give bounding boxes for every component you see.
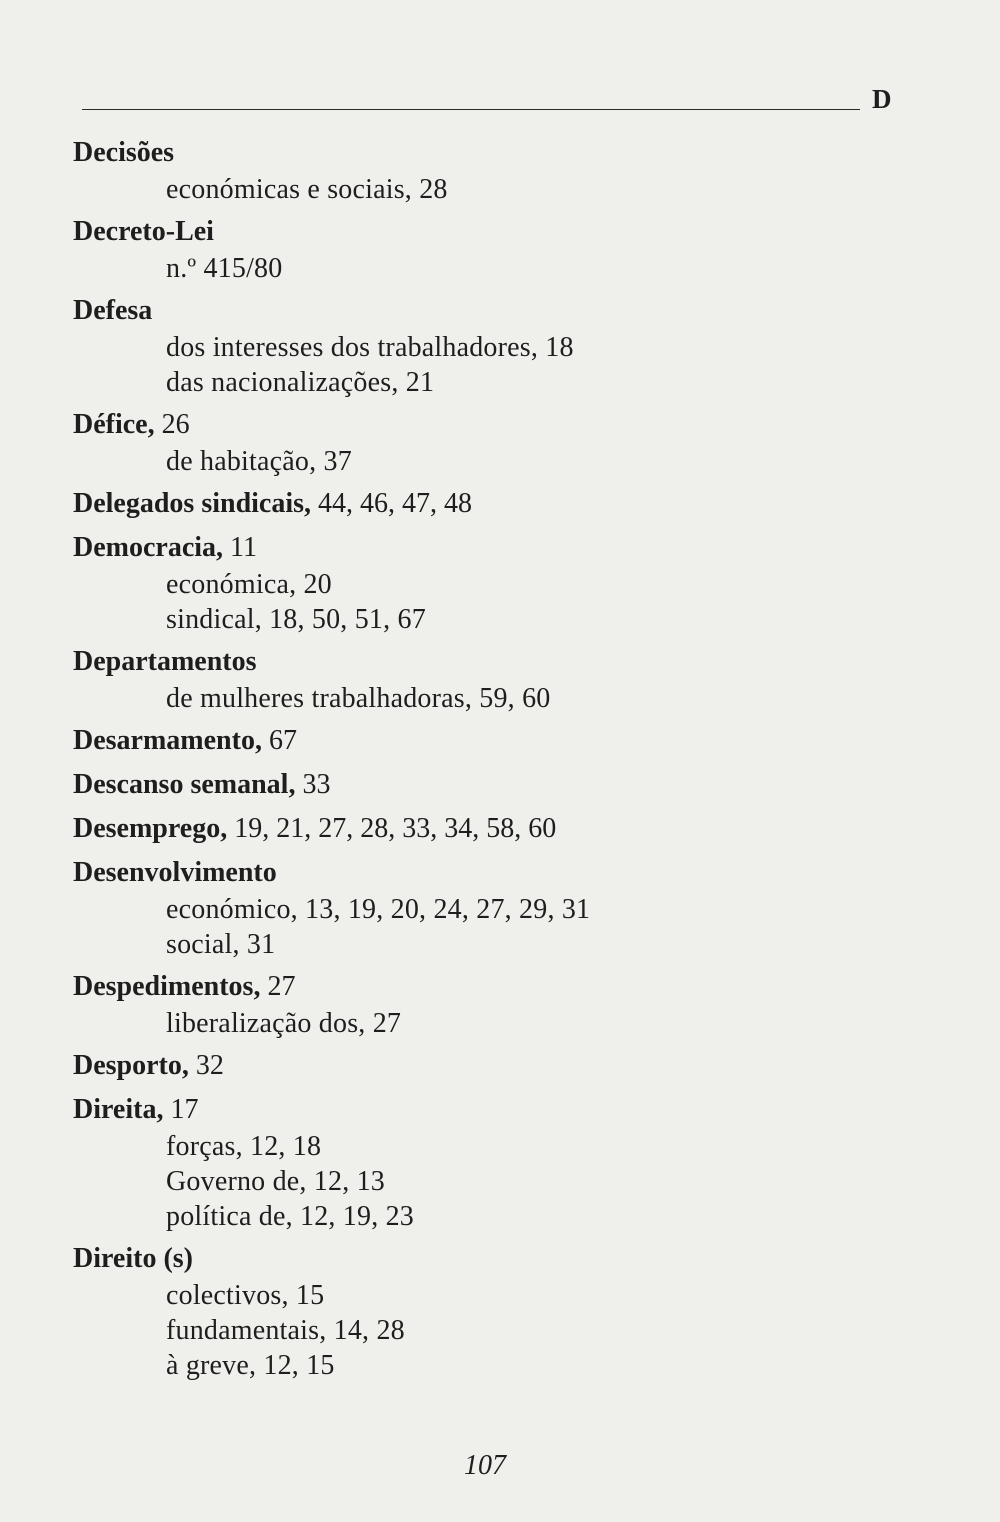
entry-subentry: de mulheres trabalhadoras, 59, 60 bbox=[166, 683, 551, 714]
section-letter: D bbox=[872, 84, 892, 114]
entry-heading bbox=[73, 134, 873, 172]
entry-heading bbox=[73, 722, 873, 760]
page-number: 107 bbox=[464, 1450, 506, 1481]
entry-subentry: das nacionalizações, 21 bbox=[166, 367, 435, 398]
index-entry bbox=[73, 1091, 873, 1234]
entry-pages: 27 bbox=[267, 971, 296, 1002]
index-entry bbox=[73, 134, 873, 207]
entry-term: Defesa bbox=[73, 295, 153, 326]
entry-pages: 32 bbox=[195, 1050, 224, 1081]
entry-heading bbox=[73, 854, 873, 892]
entry-pages: 11 bbox=[230, 532, 258, 563]
entry-subentry: económico, 13, 19, 20, 24, 27, 29, 31 bbox=[166, 894, 591, 925]
entry-term: Descanso semanal, bbox=[73, 769, 296, 800]
index-entry bbox=[73, 968, 873, 1041]
index-entry bbox=[73, 1240, 873, 1383]
index-entry bbox=[73, 810, 873, 848]
entry-term: Desarmamento, bbox=[73, 725, 262, 756]
index-entries bbox=[73, 134, 873, 1389]
entry-term: Direita, bbox=[73, 1094, 164, 1125]
entry-subentry: liberalização dos, 27 bbox=[166, 1008, 402, 1039]
entry-pages: 44, 46, 47, 48 bbox=[318, 488, 473, 519]
entry-subentry: dos interesses dos trabalhadores, 18 bbox=[166, 332, 574, 363]
entry-subentry: forças, 12, 18 bbox=[166, 1131, 322, 1162]
entry-subentry: n.º 415/80 bbox=[166, 253, 283, 284]
index-entry bbox=[73, 406, 873, 479]
index-entry bbox=[73, 485, 873, 523]
index-entry bbox=[73, 213, 873, 286]
entry-term: Despedimentos, bbox=[73, 971, 261, 1002]
entry-term: Desenvolvimento bbox=[73, 857, 277, 888]
entry-subentry: Governo de, 12, 13 bbox=[166, 1166, 386, 1197]
entry-heading bbox=[73, 485, 873, 523]
entry-heading bbox=[73, 292, 873, 330]
entry-term: Decisões bbox=[73, 137, 175, 168]
entry-term: Delegados sindicais, bbox=[73, 488, 312, 519]
entry-term: Departamentos bbox=[73, 646, 257, 677]
entry-heading bbox=[73, 968, 873, 1006]
entry-heading bbox=[73, 1240, 873, 1278]
header-rule bbox=[82, 109, 860, 110]
entry-term: Direito (s) bbox=[73, 1243, 193, 1274]
index-entry bbox=[73, 529, 873, 637]
index-entry bbox=[73, 1047, 873, 1085]
index-entry bbox=[73, 854, 873, 962]
entry-subentry: económicas e sociais, 28 bbox=[166, 174, 448, 205]
entry-pages: 33 bbox=[302, 769, 331, 800]
entry-heading bbox=[73, 529, 873, 567]
entry-pages: 67 bbox=[268, 725, 297, 756]
entry-heading bbox=[73, 643, 873, 681]
entry-subentry: política de, 12, 19, 23 bbox=[166, 1201, 415, 1232]
entry-term: Democracia, bbox=[73, 532, 224, 563]
index-entry bbox=[73, 722, 873, 760]
index-entry bbox=[73, 766, 873, 804]
entry-subentry: à greve, 12, 15 bbox=[166, 1350, 335, 1381]
entry-term: Desporto, bbox=[73, 1050, 189, 1081]
entry-heading bbox=[73, 810, 873, 848]
entry-subentry: de habitação, 37 bbox=[166, 446, 352, 477]
entry-subentry: sindical, 18, 50, 51, 67 bbox=[166, 604, 426, 635]
entry-pages: 19, 21, 27, 28, 33, 34, 58, 60 bbox=[234, 813, 557, 844]
entry-pages: 26 bbox=[161, 409, 190, 440]
index-entry bbox=[73, 643, 873, 716]
entry-heading bbox=[73, 1091, 873, 1129]
entry-heading bbox=[73, 406, 873, 444]
entry-subentry: social, 31 bbox=[166, 929, 276, 960]
entry-pages: 17 bbox=[170, 1094, 199, 1125]
entry-term: Decreto-Lei bbox=[73, 216, 214, 247]
entry-subentry: colectivos, 15 bbox=[166, 1280, 325, 1311]
entry-subentry: fundamentais, 14, 28 bbox=[166, 1315, 405, 1346]
index-entry bbox=[73, 292, 873, 400]
entry-term: Défice, bbox=[73, 409, 155, 440]
entry-heading bbox=[73, 766, 873, 804]
entry-heading bbox=[73, 1047, 873, 1085]
entry-term: Desemprego, bbox=[73, 813, 228, 844]
entry-subentry: económica, 20 bbox=[166, 569, 332, 600]
entry-heading bbox=[73, 213, 873, 251]
